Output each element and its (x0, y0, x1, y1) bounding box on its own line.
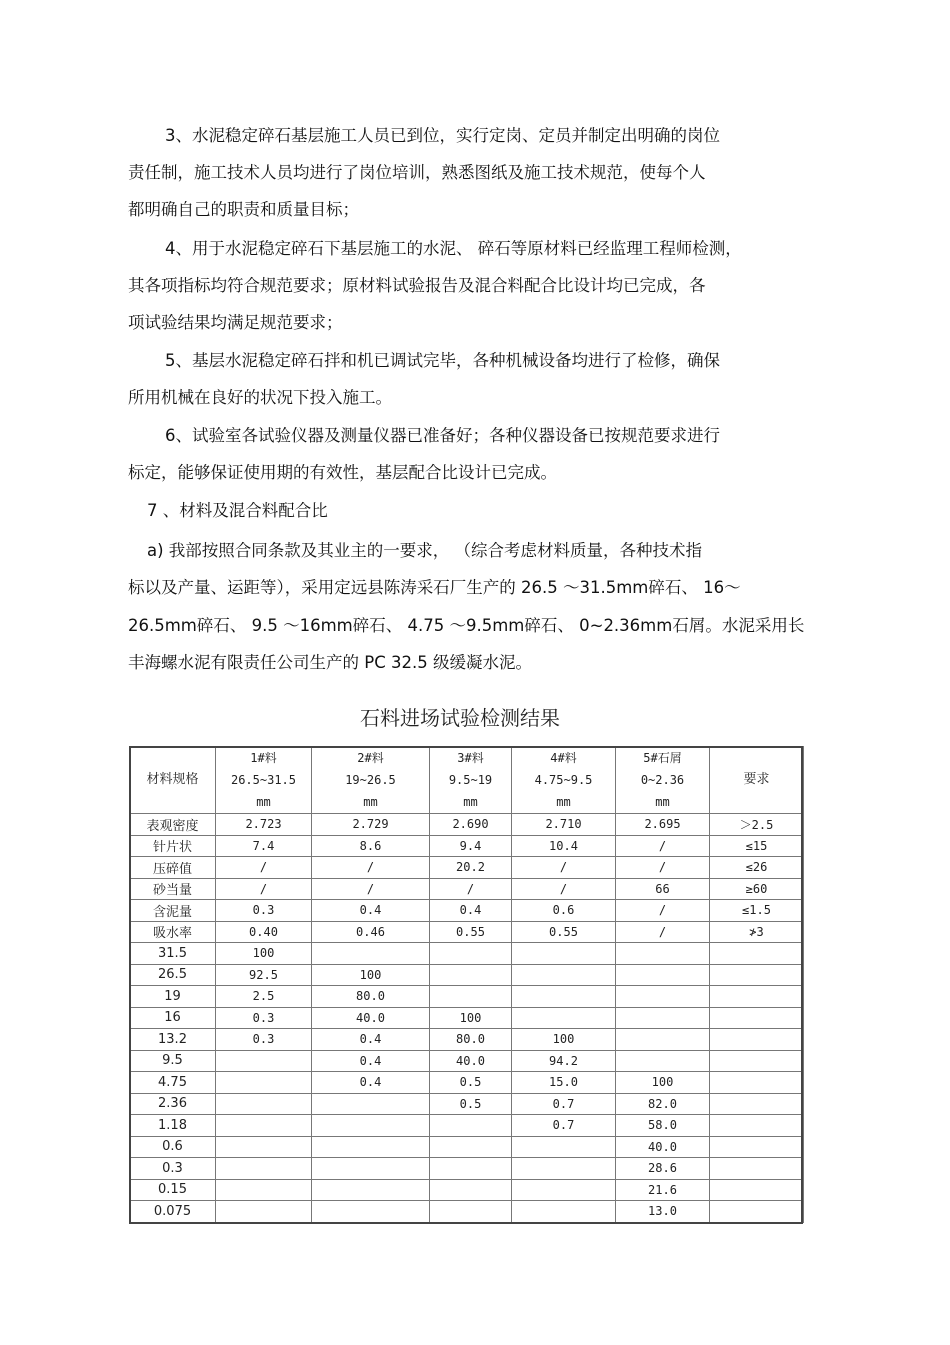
header-col-2 (312, 747, 430, 814)
value-cell (616, 943, 710, 965)
table-row (130, 1158, 804, 1180)
row-label-cell: 1.18 (130, 1115, 216, 1137)
requirement-cell: ≥60 (710, 878, 804, 900)
header-col-5-name: 5#石屑 (643, 751, 682, 765)
para-a-line-3: 26.5mm碎石、 9.5 ～16mm碎石、 4.75 ～9.5mm碎石、 0~2.36mm石屑。水泥采用长 (128, 616, 805, 635)
value-cell: / (216, 878, 312, 900)
requirement-cell (710, 1007, 804, 1029)
value-cell (512, 1201, 616, 1223)
requirement-cell (710, 964, 804, 986)
header-col-5 (616, 747, 710, 814)
value-cell (312, 1093, 430, 1115)
table-body (130, 814, 804, 1223)
table-row (130, 878, 804, 900)
value-cell (430, 964, 512, 986)
value-cell (512, 943, 616, 965)
header-col-3-range: 9.5~19 (448, 773, 493, 787)
value-cell (616, 1007, 710, 1029)
value-cell: / (512, 857, 616, 879)
requirement-cell (710, 986, 804, 1008)
row-label-cell: 砂当量 (130, 878, 216, 900)
value-cell: 0.40 (216, 921, 312, 943)
value-cell (312, 943, 430, 965)
value-cell: 0.4 (312, 1072, 430, 1094)
value-cell: 0.7 (512, 1115, 616, 1137)
value-cell (216, 1072, 312, 1094)
requirement-cell: ≯3 (710, 921, 804, 943)
para-5-line-2: 所用机械在良好的状况下投入施工。 (128, 388, 392, 407)
value-cell (216, 1050, 312, 1072)
header-col-4-unit: mm (556, 795, 571, 809)
value-cell: 80.0 (430, 1029, 512, 1051)
value-cell (430, 1179, 512, 1201)
para-a-line-4: 丰海螺水泥有限责任公司生产的 PC 32.5 级缓凝水泥。 (128, 653, 532, 672)
requirement-cell (710, 1136, 804, 1158)
para-6-line-2: 标定，能够保证使用期的有效性，基层配合比设计已完成。 (128, 463, 557, 482)
table-row (130, 1136, 804, 1158)
row-label-cell: 9.5 (130, 1050, 216, 1072)
value-cell: 7.4 (216, 835, 312, 857)
para-a-line-1: a) 我部按照合同条款及其业主的一要求， （综合考虑材料质量，各种技术指 (147, 541, 703, 560)
header-col-3-name: 3#料 (457, 751, 484, 765)
para-4-line-2: 其各项指标均符合规范要求；原材料试验报告及混合料配合比设计均已完成，各 (128, 276, 706, 295)
table-row (130, 1072, 804, 1094)
value-cell: / (616, 900, 710, 922)
value-cell: 100 (216, 943, 312, 965)
value-cell: 0.4 (312, 1029, 430, 1051)
row-label-cell: 16 (130, 1007, 216, 1029)
value-cell (216, 1201, 312, 1223)
value-cell: 0.4 (430, 900, 512, 922)
row-label-cell: 含泥量 (130, 900, 216, 922)
value-cell: 2.729 (312, 814, 430, 836)
value-cell: 13.0 (616, 1201, 710, 1223)
value-cell (216, 1136, 312, 1158)
requirement-cell: ≤26 (710, 857, 804, 879)
table-row (130, 814, 804, 836)
value-cell: 92.5 (216, 964, 312, 986)
value-cell: 0.3 (216, 1029, 312, 1051)
value-cell: 21.6 (616, 1179, 710, 1201)
value-cell: 2.723 (216, 814, 312, 836)
value-cell: 0.55 (512, 921, 616, 943)
value-cell: 20.2 (430, 857, 512, 879)
row-label-cell: 0.3 (130, 1158, 216, 1180)
value-cell: / (312, 878, 430, 900)
value-cell (312, 1201, 430, 1223)
value-cell (216, 1179, 312, 1201)
value-cell: 100 (430, 1007, 512, 1029)
requirement-cell (710, 1115, 804, 1137)
table-row (130, 1201, 804, 1223)
value-cell: / (312, 857, 430, 879)
table-row (130, 835, 804, 857)
value-cell: 0.3 (216, 900, 312, 922)
para-4-line-1: 4、用于水泥稳定碎石下基层施工的水泥、 碎石等原材料已经监理工程师检测， (165, 239, 742, 258)
value-cell (430, 1201, 512, 1223)
value-cell (430, 1136, 512, 1158)
header-requirement: 要求 (710, 747, 804, 814)
value-cell (430, 943, 512, 965)
row-label-cell: 19 (130, 986, 216, 1008)
row-label-cell: 吸水率 (130, 921, 216, 943)
para-5-line-1: 5、基层水泥稳定碎石拌和机已调试完毕，各种机械设备均进行了检修，确保 (165, 351, 720, 370)
table-row (130, 857, 804, 879)
section-7-heading: 7 、材料及混合料配合比 (147, 501, 328, 520)
value-cell: / (616, 857, 710, 879)
para-3-line-2: 责任制，施工技术人员均进行了岗位培训，熟悉图纸及施工技术规范，使每个人 (128, 163, 706, 182)
value-cell: 40.0 (312, 1007, 430, 1029)
row-label-cell: 表观密度 (130, 814, 216, 836)
para-3-line-1: 3、水泥稳定碎石基层施工人员已到位，实行定岗、定员并制定出明确的岗位 (165, 126, 720, 145)
para-4-line-3: 项试验结果均满足规范要求； (128, 313, 343, 332)
table-row (130, 921, 804, 943)
header-col-5-range: 0~2.36 (640, 773, 685, 787)
value-cell (512, 986, 616, 1008)
table-row (130, 1007, 804, 1029)
value-cell: 28.6 (616, 1158, 710, 1180)
row-label-cell: 针片状 (130, 835, 216, 857)
header-col-1-range: 26.5~31.5 (230, 773, 297, 787)
row-label-cell: 4.75 (130, 1072, 216, 1094)
value-cell: 15.0 (512, 1072, 616, 1094)
row-label-cell: 13.2 (130, 1029, 216, 1051)
value-cell (312, 1179, 430, 1201)
header-col-1-name: 1#料 (250, 751, 277, 765)
value-cell: 40.0 (616, 1136, 710, 1158)
value-cell: / (616, 835, 710, 857)
value-cell (430, 986, 512, 1008)
row-label-cell: 31.5 (130, 943, 216, 965)
header-col-5-unit: mm (655, 795, 670, 809)
header-col-1 (216, 747, 312, 814)
value-cell (312, 1136, 430, 1158)
value-cell (430, 1158, 512, 1180)
row-label-cell: 0.6 (130, 1136, 216, 1158)
para-a-line-2: 标以及产量、运距等），采用定远县陈涛采石厂生产的 26.5 ～31.5mm碎石、 16～ (128, 578, 741, 597)
value-cell: 0.3 (216, 1007, 312, 1029)
header-col-1-unit: mm (256, 795, 271, 809)
requirement-cell (710, 1093, 804, 1115)
row-label-cell: 压碎值 (130, 857, 216, 879)
value-cell: 0.6 (512, 900, 616, 922)
row-label-cell: 2.36 (130, 1093, 216, 1115)
value-cell: 8.6 (312, 835, 430, 857)
value-cell: 10.4 (512, 835, 616, 857)
header-col-4-range: 4.75~9.5 (534, 773, 593, 787)
table-row (130, 986, 804, 1008)
requirement-cell (710, 943, 804, 965)
para-6-line-1: 6、试验室各试验仪器及测量仪器已准备好；各种仪器设备已按规范要求进行 (165, 426, 720, 445)
value-cell: 9.4 (430, 835, 512, 857)
header-col-2-unit: mm (363, 795, 378, 809)
requirement-cell (710, 1158, 804, 1180)
row-label-cell: 26.5 (130, 964, 216, 986)
header-col-3-unit: mm (463, 795, 478, 809)
value-cell: 2.710 (512, 814, 616, 836)
value-cell (216, 1093, 312, 1115)
value-cell: 100 (616, 1072, 710, 1094)
requirement-cell (710, 1179, 804, 1201)
value-cell: 58.0 (616, 1115, 710, 1137)
requirement-cell (710, 1072, 804, 1094)
table-row (130, 964, 804, 986)
value-cell: 40.0 (430, 1050, 512, 1072)
table-row (130, 1029, 804, 1051)
table-row (130, 1179, 804, 1201)
value-cell: / (430, 878, 512, 900)
value-cell: 66 (616, 878, 710, 900)
value-cell (430, 1115, 512, 1137)
header-col-2-range: 19~26.5 (345, 773, 396, 787)
value-cell (616, 1029, 710, 1051)
value-cell: 94.2 (512, 1050, 616, 1072)
table-row (130, 900, 804, 922)
value-cell: 100 (512, 1029, 616, 1051)
value-cell (616, 964, 710, 986)
table-header-row (130, 747, 804, 814)
requirement-cell (710, 1029, 804, 1051)
table-row (130, 943, 804, 965)
requirement-cell: ＞2.5 (710, 814, 804, 836)
value-cell (216, 1158, 312, 1180)
value-cell: 0.55 (430, 921, 512, 943)
value-cell: 2.690 (430, 814, 512, 836)
value-cell: 0.4 (312, 900, 430, 922)
header-col-4-name: 4#料 (550, 751, 577, 765)
value-cell: 100 (312, 964, 430, 986)
value-cell: / (512, 878, 616, 900)
value-cell: 2.695 (616, 814, 710, 836)
value-cell: 82.0 (616, 1093, 710, 1115)
requirement-cell (710, 1201, 804, 1223)
table-row (130, 1093, 804, 1115)
value-cell: 0.4 (312, 1050, 430, 1072)
value-cell: / (216, 857, 312, 879)
header-col-3 (430, 747, 512, 814)
value-cell: 0.5 (430, 1072, 512, 1094)
table-row (130, 1115, 804, 1137)
test-results-table (129, 746, 804, 1223)
header-col-2-name: 2#料 (357, 751, 384, 765)
row-label-cell: 0.15 (130, 1179, 216, 1201)
value-cell: 0.7 (512, 1093, 616, 1115)
requirement-cell (710, 1050, 804, 1072)
value-cell (312, 1158, 430, 1180)
value-cell: 80.0 (312, 986, 430, 1008)
table-title: 石料进场试验检测结果 (360, 706, 560, 730)
table-row (130, 1050, 804, 1072)
value-cell (512, 1136, 616, 1158)
header-row-label: 材料规格 (130, 747, 216, 814)
value-cell (512, 1158, 616, 1180)
value-cell: / (616, 921, 710, 943)
value-cell (512, 1179, 616, 1201)
value-cell (616, 1050, 710, 1072)
value-cell (512, 1007, 616, 1029)
value-cell: 0.46 (312, 921, 430, 943)
value-cell (616, 986, 710, 1008)
header-col-4 (512, 747, 616, 814)
value-cell (312, 1115, 430, 1137)
requirement-cell: ≤15 (710, 835, 804, 857)
row-label-cell: 0.075 (130, 1201, 216, 1223)
value-cell: 0.5 (430, 1093, 512, 1115)
requirement-cell: ≤1.5 (710, 900, 804, 922)
value-cell: 2.5 (216, 986, 312, 1008)
value-cell (512, 964, 616, 986)
para-3-line-3: 都明确自己的职责和质量目标； (128, 200, 359, 219)
value-cell (216, 1115, 312, 1137)
